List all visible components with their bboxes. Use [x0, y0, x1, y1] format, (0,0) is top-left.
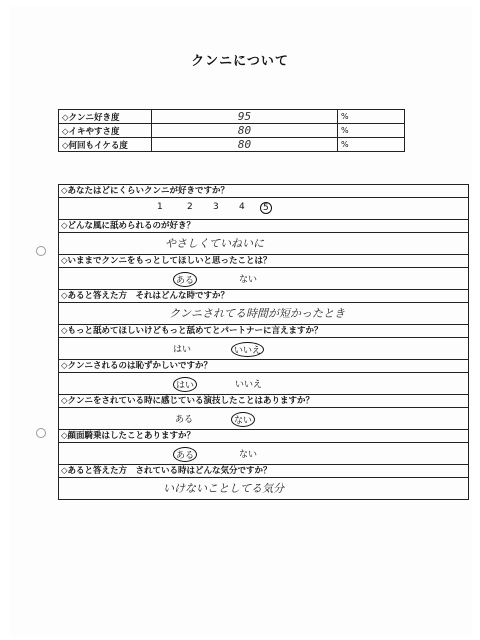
answer-row — [59, 198, 468, 220]
score-row — [59, 124, 405, 138]
page-title: クンニについて — [191, 54, 289, 69]
question: ◇あると答えた方 されている時はどんな気分ですか？ — [59, 465, 468, 478]
option-selected: ない — [231, 412, 255, 427]
option-selected: ある — [173, 447, 197, 462]
question: ◇どんな風に舐められるのが好き？ — [59, 220, 468, 233]
score-value: 95 — [152, 110, 338, 124]
option-selected: いいえ — [231, 342, 264, 357]
option-selected: 5 — [260, 202, 272, 214]
answer-row — [59, 268, 468, 290]
score-unit: % — [338, 124, 405, 138]
question: ◇いままでクンニをもっとしてほしいと思ったことは？ — [59, 255, 468, 268]
question: ◇あると答えた方 それはどんな時ですか？ — [59, 290, 468, 303]
score-label: ◇何回もイケる度 — [59, 138, 152, 152]
option: はい — [173, 345, 192, 355]
score-label: ◇クンニ好き度 — [59, 110, 152, 124]
option-selected: ある — [173, 272, 197, 287]
option: 4 — [239, 202, 245, 212]
score-value: 80 — [152, 124, 338, 138]
option: 1 — [157, 202, 163, 212]
answer-row — [59, 408, 468, 430]
answer-row — [59, 303, 468, 325]
score-row — [59, 110, 405, 124]
answer-row — [59, 373, 468, 395]
score-row — [59, 138, 405, 152]
question: ◇もっと舐めてほしいけどもっと舐めてとパートナーに言えますか？ — [59, 325, 468, 338]
handwritten-answer: やさしくていねいに — [165, 237, 264, 250]
option: ある — [175, 415, 194, 425]
answer-row — [59, 443, 468, 465]
option: ない — [239, 275, 258, 285]
option-selected: はい — [173, 377, 197, 392]
score-value: 80 — [152, 138, 338, 152]
option: 3 — [213, 202, 219, 212]
handwritten-answer: いけないことしてる気分 — [163, 482, 284, 495]
question: ◇クンニをされている時に感じている演技したことはありますか？ — [59, 395, 468, 408]
score-unit: % — [338, 138, 405, 152]
score-label: ◇イキやすさ度 — [59, 124, 152, 138]
option: ない — [239, 450, 258, 460]
punch-hole — [36, 246, 46, 256]
question: ◇あなたはどにくらいクンニが好きですか？ — [59, 185, 468, 198]
answer-row — [59, 233, 468, 255]
option: いいえ — [235, 380, 263, 390]
score-unit: % — [338, 110, 405, 124]
answer-row — [59, 338, 468, 360]
answer-row — [59, 478, 468, 499]
punch-hole — [36, 428, 46, 438]
option: 2 — [187, 202, 193, 212]
score-table — [58, 109, 405, 152]
survey-block — [58, 184, 469, 500]
question: ◇顔面騎乗はしたことありますか？ — [59, 430, 468, 443]
handwritten-answer: クンニされてる時間が短かったとき — [169, 307, 345, 320]
question: ◇クンニされるのは恥ずかしいですか？ — [59, 360, 468, 373]
